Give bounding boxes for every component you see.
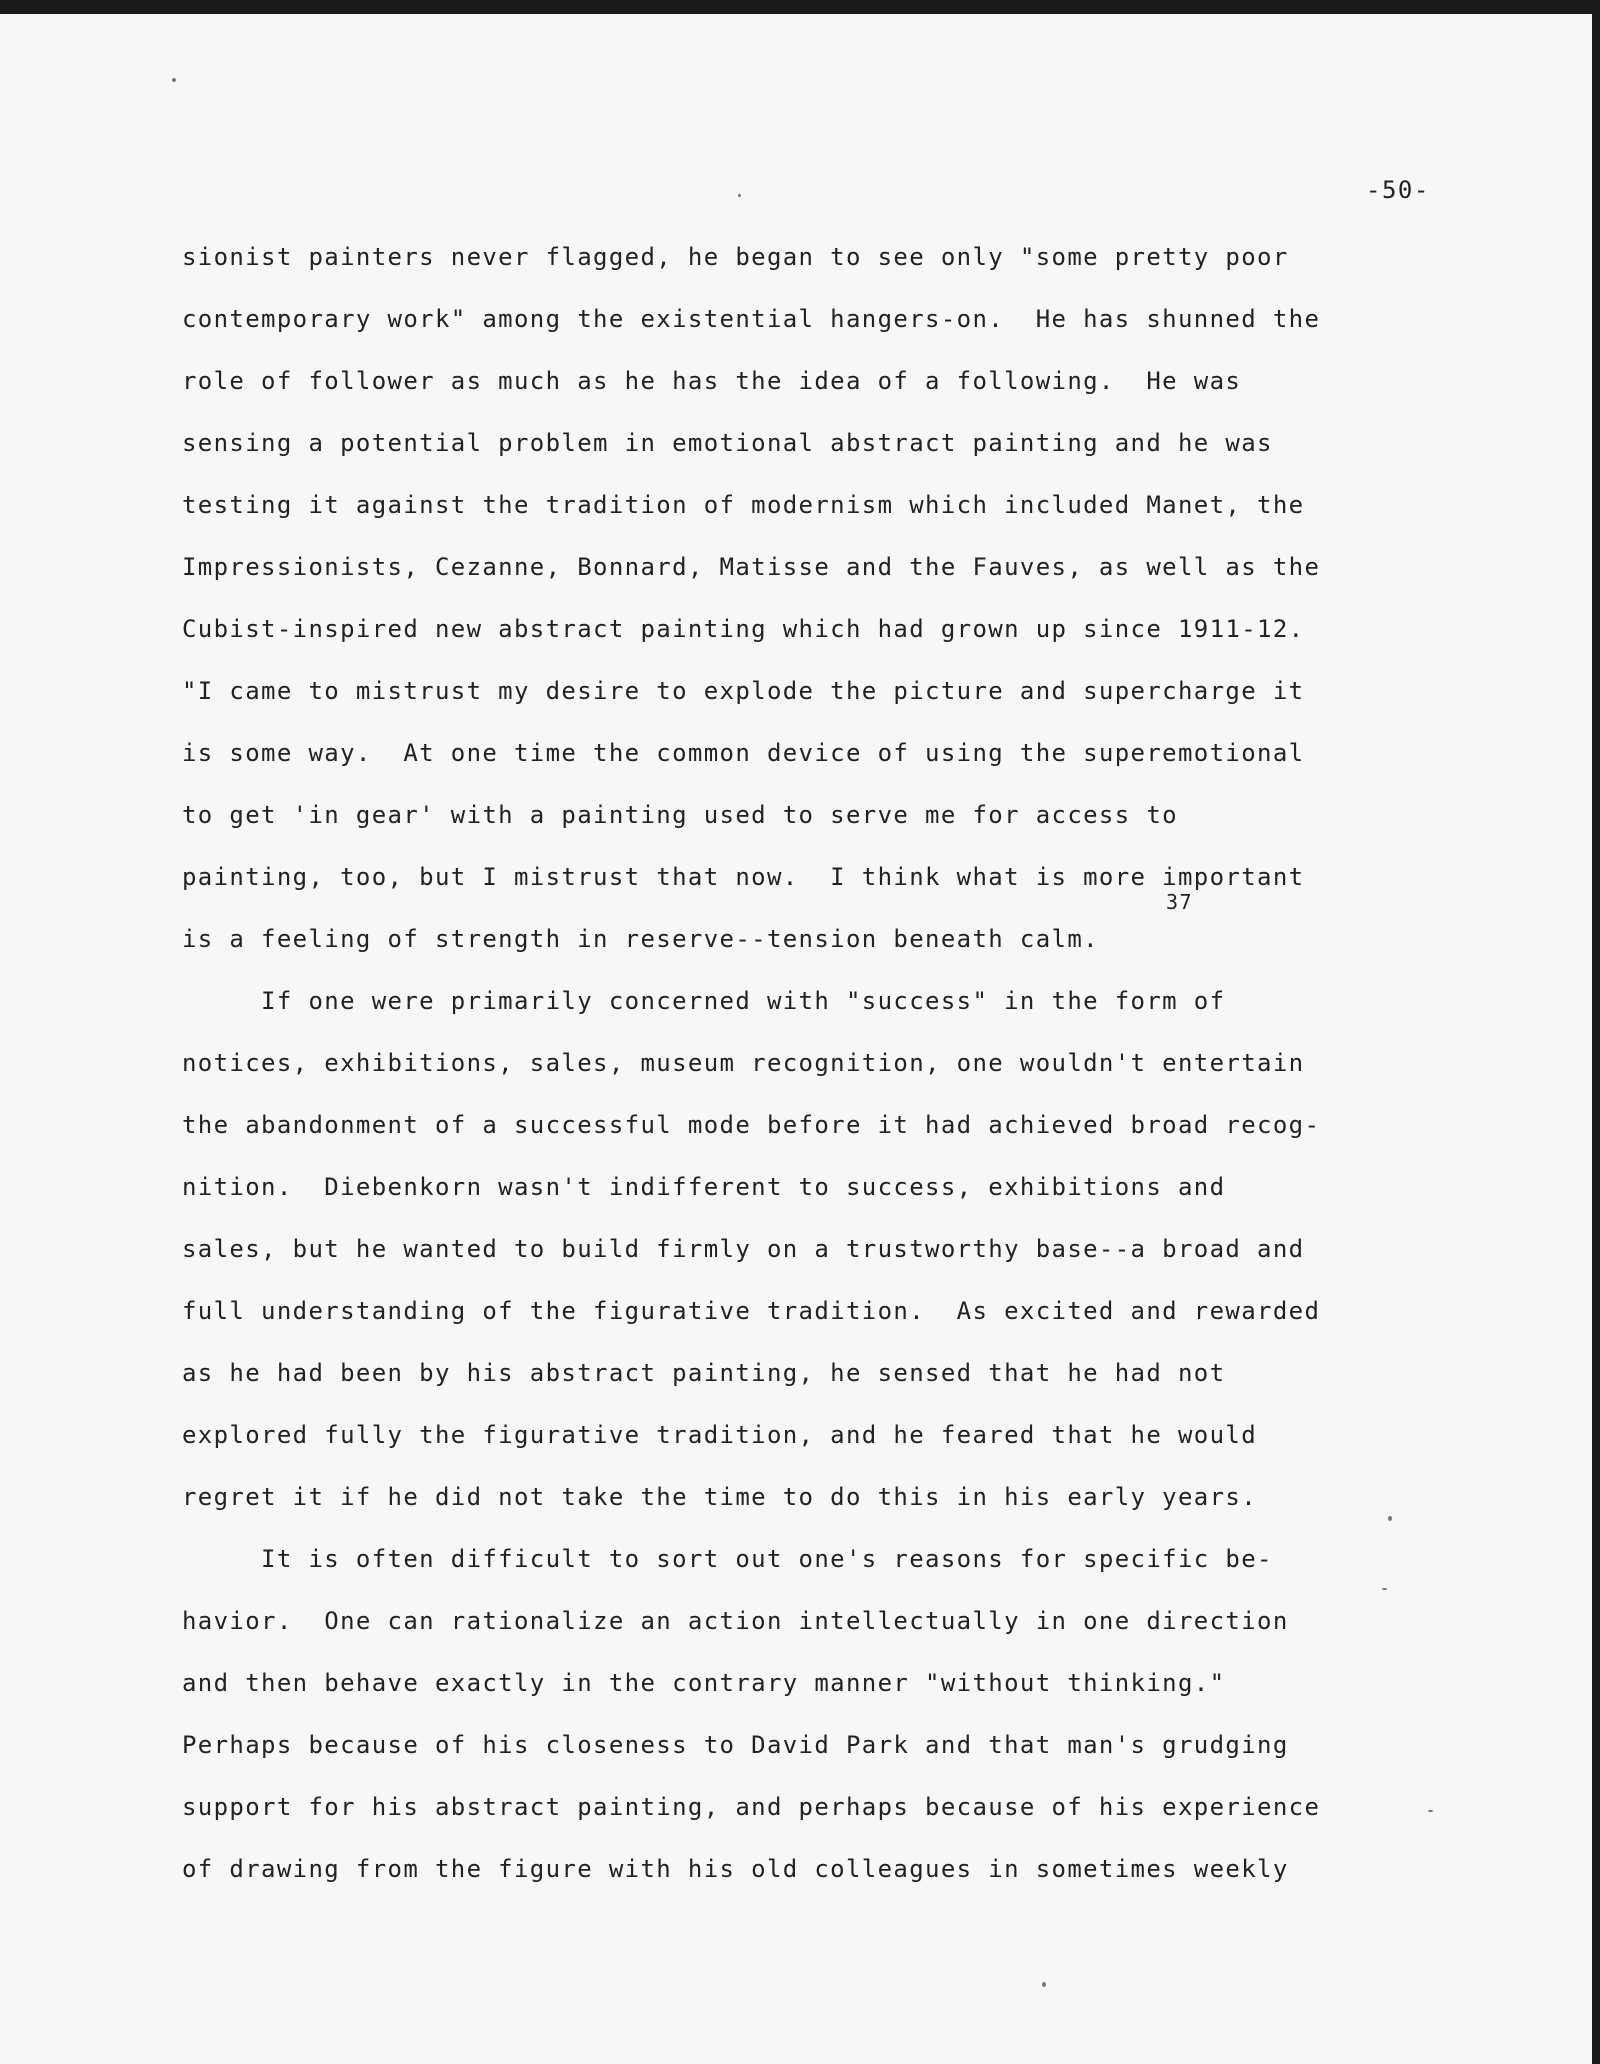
footnote-reference: 37: [1166, 890, 1194, 914]
text-line: contemporary work" among the existential hangers-on. He has shunned the: [182, 305, 1321, 333]
paper-speck: [1388, 1516, 1392, 1521]
text-line: painting, too, but I mistrust that now. I think what is more important: [182, 863, 1305, 891]
paper-speck: [172, 78, 176, 82]
text-line: as he had been by his abstract painting, he sensed that he had not: [182, 1359, 1226, 1387]
text-line: notices, exhibitions, sales, museum recognition, one wouldn't entertain: [182, 1049, 1305, 1077]
text-line: to get 'in gear' with a painting used to serve me for access to: [182, 801, 1178, 829]
text-line: sensing a potential problem in emotional abstract painting and he was: [182, 429, 1273, 457]
page-number: -50-: [1366, 176, 1430, 204]
text-line: "I came to mistrust my desire to explode the picture and supercharge it: [182, 677, 1305, 705]
text-line: Cubist-inspired new abstract painting which had grown up since 1911-12.: [182, 615, 1305, 643]
text-line: the abandonment of a successful mode before it had achieved broad recog-: [182, 1111, 1321, 1139]
text-line: is some way. At one time the common device of using the superemotional: [182, 739, 1305, 767]
paper-speck: [738, 194, 741, 197]
paper-speck: [1042, 1982, 1046, 1987]
text-line: havior. One can rationalize an action intellectually in one direction: [182, 1607, 1289, 1635]
text-line: sionist painters never flagged, he began to see only "some pretty poor: [182, 243, 1289, 271]
text-line: nition. Diebenkorn wasn't indifferent to success, exhibitions and: [182, 1173, 1226, 1201]
text-line: role of follower as much as he has the idea of a following. He was: [182, 367, 1242, 395]
paper-speck: [1428, 1810, 1433, 1812]
text-line: and then behave exactly in the contrary manner "without thinking.": [182, 1669, 1226, 1697]
text-line: regret it if he did not take the time to do this in his early years.: [182, 1483, 1258, 1511]
text-line: full understanding of the figurative tradition. As excited and rewarded: [182, 1297, 1321, 1325]
text-line: sales, but he wanted to build firmly on a trustworthy base--a broad and: [182, 1235, 1305, 1263]
document-page: [0, 14, 1592, 2064]
text-line: It is often difficult to sort out one's reasons for specific be-: [182, 1545, 1273, 1573]
paper-speck: [1382, 1588, 1387, 1590]
text-line: of drawing from the figure with his old colleagues in sometimes weekly: [182, 1855, 1289, 1883]
text-line: support for his abstract painting, and perhaps because of his experience: [182, 1793, 1321, 1821]
text-line: explored fully the figurative tradition, and he feared that he would: [182, 1421, 1258, 1449]
text-line: If one were primarily concerned with "success" in the form of: [182, 987, 1226, 1015]
text-line: Impressionists, Cezanne, Bonnard, Matisse and the Fauves, as well as the: [182, 553, 1321, 581]
text-line: is a feeling of strength in reserve--tension beneath calm.: [182, 925, 1099, 953]
text-line: testing it against the tradition of modernism which included Manet, the: [182, 491, 1305, 519]
text-line: Perhaps because of his closeness to David Park and that man's grudging: [182, 1731, 1289, 1759]
